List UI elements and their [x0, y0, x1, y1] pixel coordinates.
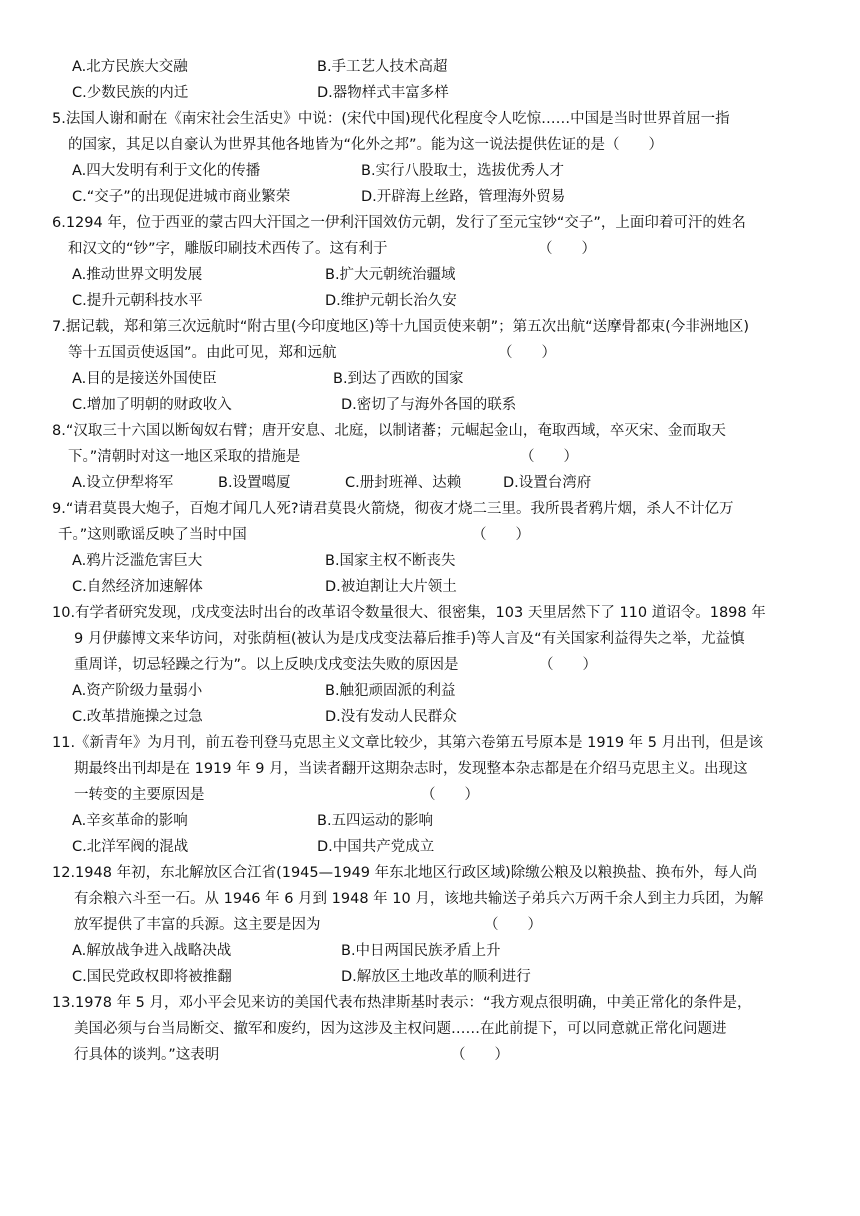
q7-option-d: D.密切了与海外各国的联系	[341, 397, 517, 413]
q8-option-a: A.设立伊犁将军	[72, 475, 174, 491]
q10-answer-blank: （ ）	[539, 657, 597, 673]
q9-stem-line-2: 千。”这则歌谣反映了当时中国	[58, 527, 247, 543]
q13-stem-line-3: 行具体的谈判。”这表明	[74, 1047, 220, 1063]
q7-option-a: A.目的是接送外国使臣	[72, 371, 217, 387]
q5-stem-line-1: 5.法国人谢和耐在《南宋社会生活史》中说：(宋代中国)现代化程度令人吃惊……中国是当时世界首屈一指	[52, 111, 730, 127]
q4-option-c: C.少数民族的内迁	[72, 85, 189, 101]
q12-stem-line-2: 有余粮六斗至一石。从 1946 年 6 月到 1948 年 10 月，该地共输送子弟兵六万两千余人到主力兵团，为解	[74, 891, 764, 907]
q8-answer-blank: （ ）	[520, 449, 578, 465]
q6-option-a: A.推动世界文明发展	[72, 267, 203, 283]
q5-option-a: A.四大发明有利于文化的传播	[72, 163, 261, 179]
q10-stem-line-3: 重周详，切忌轻躁之行为”。以上反映戊戌变法失败的原因是	[74, 657, 459, 673]
q13-stem-line-2: 美国必须与台当局断交、撤军和废约，因为这涉及主权问题……在此前提下，可以同意就正常化问题进	[74, 1021, 727, 1037]
q13-answer-blank: （ ）	[451, 1047, 509, 1063]
q11-answer-blank: （ ）	[421, 787, 479, 803]
q11-stem-line-2: 期最终出刊却是在 1919 年 9 月，当读者翻开这期杂志时，发现整本杂志都是在介绍马克思主义。出现这	[74, 761, 748, 777]
q7-answer-blank: （ ）	[498, 345, 556, 361]
q5-option-b: B.实行八股取士，选拔优秀人才	[361, 163, 565, 179]
q12-answer-blank: （ ）	[484, 917, 542, 933]
q11-option-b: B.五四运动的影响	[317, 813, 434, 829]
q11-stem-line-1: 11.《新青年》为月刊，前五卷刊登马克思主义文章比较少，其第六卷第五号原本是 1919 年 5 月出刊，但是该	[52, 735, 764, 751]
q10-stem-line-2: 9 月伊藤博文来华访问，对张荫桓(被认为是戊戌变法幕后推手)等人言及“有关国家利益得失之举，尤益慎	[74, 631, 745, 647]
q7-stem-line-2: 等十五国贡使返国”。由此可见，郑和远航	[68, 345, 337, 361]
q12-stem-line-1: 12.1948 年初，东北解放区合江省(1945—1949 年东北地区行政区域)除缴公粮及以粮换盐、换布外，每人尚	[52, 865, 758, 881]
q9-option-c: C.自然经济加速解体	[72, 579, 203, 595]
q6-option-d: D.维护元朝长治久安	[325, 293, 457, 309]
q6-option-c: C.提升元朝科技水平	[72, 293, 203, 309]
q8-stem-line-1: 8.“汉取三十六国以断匈奴右臂；唐开安息、北庭，以制诸蕃；元崛起金山，奄取西域，卒灭宋、金而取天	[52, 423, 726, 439]
q11-stem-line-3: 一转变的主要原因是	[74, 787, 205, 803]
q10-option-b: B.触犯顽固派的利益	[325, 683, 456, 699]
q8-option-c: C.册封班禅、达赖	[345, 475, 462, 491]
q12-stem-line-3: 放军提供了丰富的兵源。这主要是因为	[74, 917, 321, 933]
q13-stem-line-1: 13.1978 年 5 月，邓小平会见来访的美国代表布热津斯基时表示：“我方观点很明确，中美正常化的条件是，	[52, 995, 752, 1011]
q12-option-b: B.中日两国民族矛盾上升	[341, 943, 501, 959]
q11-option-c: C.北洋军阀的混战	[72, 839, 189, 855]
q11-option-a: A.辛亥革命的影响	[72, 813, 188, 829]
q6-option-b: B.扩大元朝统治疆域	[325, 267, 456, 283]
q12-option-c: C.国民党政权即将被推翻	[72, 969, 232, 985]
q9-option-d: D.被迫割让大片领土	[325, 579, 457, 595]
q12-option-a: A.解放战争进入战略决战	[72, 943, 232, 959]
q12-option-d: D.解放区土地改革的顺利进行	[341, 969, 531, 985]
q8-option-d: D.设置台湾府	[503, 475, 592, 491]
q9-option-b: B.国家主权不断丧失	[325, 553, 456, 569]
q5-option-d: D.开辟海上丝路，管理海外贸易	[361, 189, 566, 205]
q8-option-b: B.设置噶厦	[218, 475, 291, 491]
q4-option-b: B.手工艺人技术高超	[317, 59, 448, 75]
q6-answer-blank: （ ）	[538, 241, 596, 257]
q7-option-c: C.增加了明朝的财政收入	[72, 397, 232, 413]
q6-stem-line-1: 6.1294 年，位于西亚的蒙古四大汗国之一伊利汗国效仿元朝，发行了至元宝钞“交子”，上面印着可汗的姓名	[52, 215, 746, 231]
q4-option-a: A.北方民族大交融	[72, 59, 188, 75]
q9-answer-blank: （ ）	[472, 527, 530, 543]
q6-stem-line-2: 和汉文的“钞”字，雕版印刷技术西传了。这有利于	[68, 241, 388, 257]
q10-option-d: D.没有发动人民群众	[325, 709, 457, 725]
q10-stem-line-1: 10.有学者研究发现，戊戌变法时出台的改革诏令数量很大、很密集，103 天里居然下了 110 道诏令。1898 年	[52, 605, 766, 621]
q4-option-d: D.器物样式丰富多样	[317, 85, 449, 101]
q7-option-b: B.到达了西欧的国家	[333, 371, 464, 387]
q10-option-c: C.改革措施操之过急	[72, 709, 203, 725]
q9-option-a: A.鸦片泛滥危害巨大	[72, 553, 203, 569]
q7-stem-line-1: 7.据记载，郑和第三次远航时“附古里(今印度地区)等十九国贡使来朝”；第五次出航“送摩骨都束(今非洲地区)	[52, 319, 749, 335]
q5-stem-line-2: 的国家，其足以自豪认为世界其他各地皆为“化外之邦”。能为这一说法提供佐证的是（ ）	[68, 137, 664, 153]
q9-stem-line-1: 9.“请君莫畏大炮子，百炮才闻几人死?请君莫畏火箭烧，彻夜才烧二三里。我所畏者鸦片烟，杀人不计亿万	[52, 501, 734, 517]
q8-stem-line-2: 下。”清朝时对这一地区采取的措施是	[68, 449, 301, 465]
q5-option-c: C.“交子”的出现促进城市商业繁荣	[72, 189, 291, 205]
q11-option-d: D.中国共产党成立	[317, 839, 435, 855]
q10-option-a: A.资产阶级力量弱小	[72, 683, 203, 699]
